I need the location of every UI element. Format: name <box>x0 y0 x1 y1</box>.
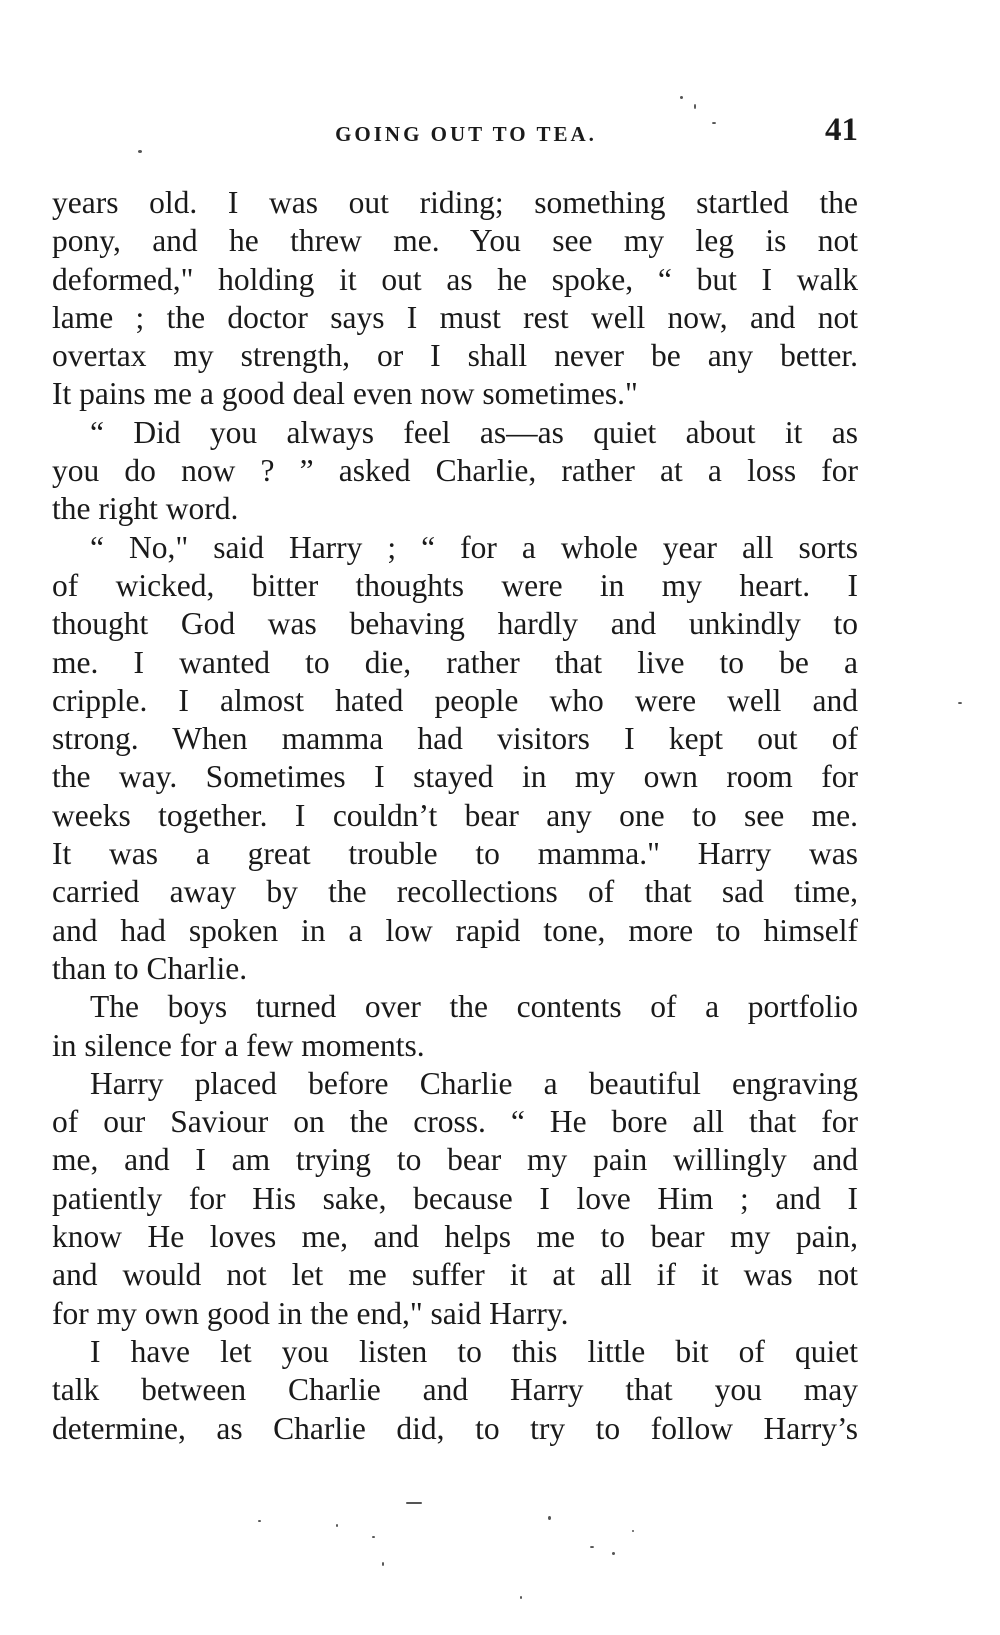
text-line: years old. I was out riding; something startled the <box>52 185 858 220</box>
text-line: you do now ? ” asked Charlie, rather at a loss for <box>52 453 858 489</box>
scan-speck <box>258 1520 261 1522</box>
text-line: talk between Charlie and Harry that you may <box>52 1372 858 1408</box>
body-text <box>52 184 858 1448</box>
text-line: lame ; the doctor says I must rest well now, and not <box>52 299 858 335</box>
text-line: for my own good in the end," said Harry. <box>52 1295 569 1331</box>
text-line: me. I wanted to die, rather that live to be a <box>52 644 858 680</box>
text-line: The boys turned over the contents of a portfolio <box>90 989 858 1025</box>
text-line: know He loves me, and helps me to bear my pain, <box>52 1219 858 1255</box>
text-line: patiently for His sake, because I love Him ; and I <box>52 1180 858 1216</box>
text-line: deformed," holding it out as he spoke, “ but I walk <box>52 261 858 297</box>
text-line: “ Did you always feel as—as quiet about it as <box>90 414 858 450</box>
page-header <box>52 112 860 152</box>
text-line: of our Saviour on the cross. “ He bore all that for <box>52 1104 858 1140</box>
scan-speck <box>632 1530 634 1532</box>
text-line: I have let you listen to this little bit of quiet <box>90 1333 858 1369</box>
text-line: in silence for a few moments. <box>52 1027 425 1063</box>
text-line: the way. Sometimes I stayed in my own room for <box>52 759 858 795</box>
text-line: than to Charlie. <box>52 950 248 986</box>
scan-speck <box>612 1552 615 1555</box>
scan-speck <box>590 1546 594 1548</box>
text-line: of wicked, bitter thoughts were in my heart. I <box>52 567 858 603</box>
scan-speck <box>406 1502 422 1504</box>
text-line: Harry placed before Charlie a beautiful engraving <box>90 1065 858 1101</box>
text-line: It was a great trouble to mamma." Harry was <box>52 836 858 872</box>
text-line: “ No," said Harry ; “ for a whole year all sorts <box>90 529 858 565</box>
text-line: carried away by the recollections of that sad time, <box>52 874 858 910</box>
text-line: me, and I am trying to bear my pain willingly and <box>52 1142 858 1178</box>
text-line: and would not let me suffer it at all if it was not <box>52 1257 858 1293</box>
text-line: cripple. I almost hated people who were well and <box>52 682 858 718</box>
scan-speck <box>520 1596 522 1599</box>
running-head: GOING OUT TO TEA. <box>335 122 597 146</box>
scan-speck <box>680 96 683 99</box>
page-number: 41 <box>825 112 858 148</box>
scan-speck <box>958 702 962 704</box>
scan-speck <box>138 150 142 153</box>
scan-speck <box>548 1516 551 1520</box>
text-line: determine, as Charlie did, to try to follow Harry’s <box>52 1410 858 1446</box>
scan-speck <box>712 122 716 124</box>
text-line: weeks together. I couldn’t bear any one to see me. <box>52 797 858 833</box>
text-line: and had spoken in a low rapid tone, more to himself <box>52 912 858 948</box>
scan-speck <box>694 104 696 109</box>
scan-speck <box>382 1562 384 1566</box>
text-line: overtax my strength, or I shall never be any better. <box>52 338 858 374</box>
scan-speck <box>336 1524 338 1527</box>
text-line: strong. When mamma had visitors I kept out of <box>52 721 858 757</box>
text-line: the right word. <box>52 491 239 527</box>
text-line: pony, and he threw me. You see my leg is not <box>52 223 858 259</box>
scan-speck <box>372 1536 375 1538</box>
text-line: It pains me a good deal even now sometimes." <box>52 376 638 412</box>
text-line: thought God was behaving hardly and unkindly to <box>52 606 858 642</box>
